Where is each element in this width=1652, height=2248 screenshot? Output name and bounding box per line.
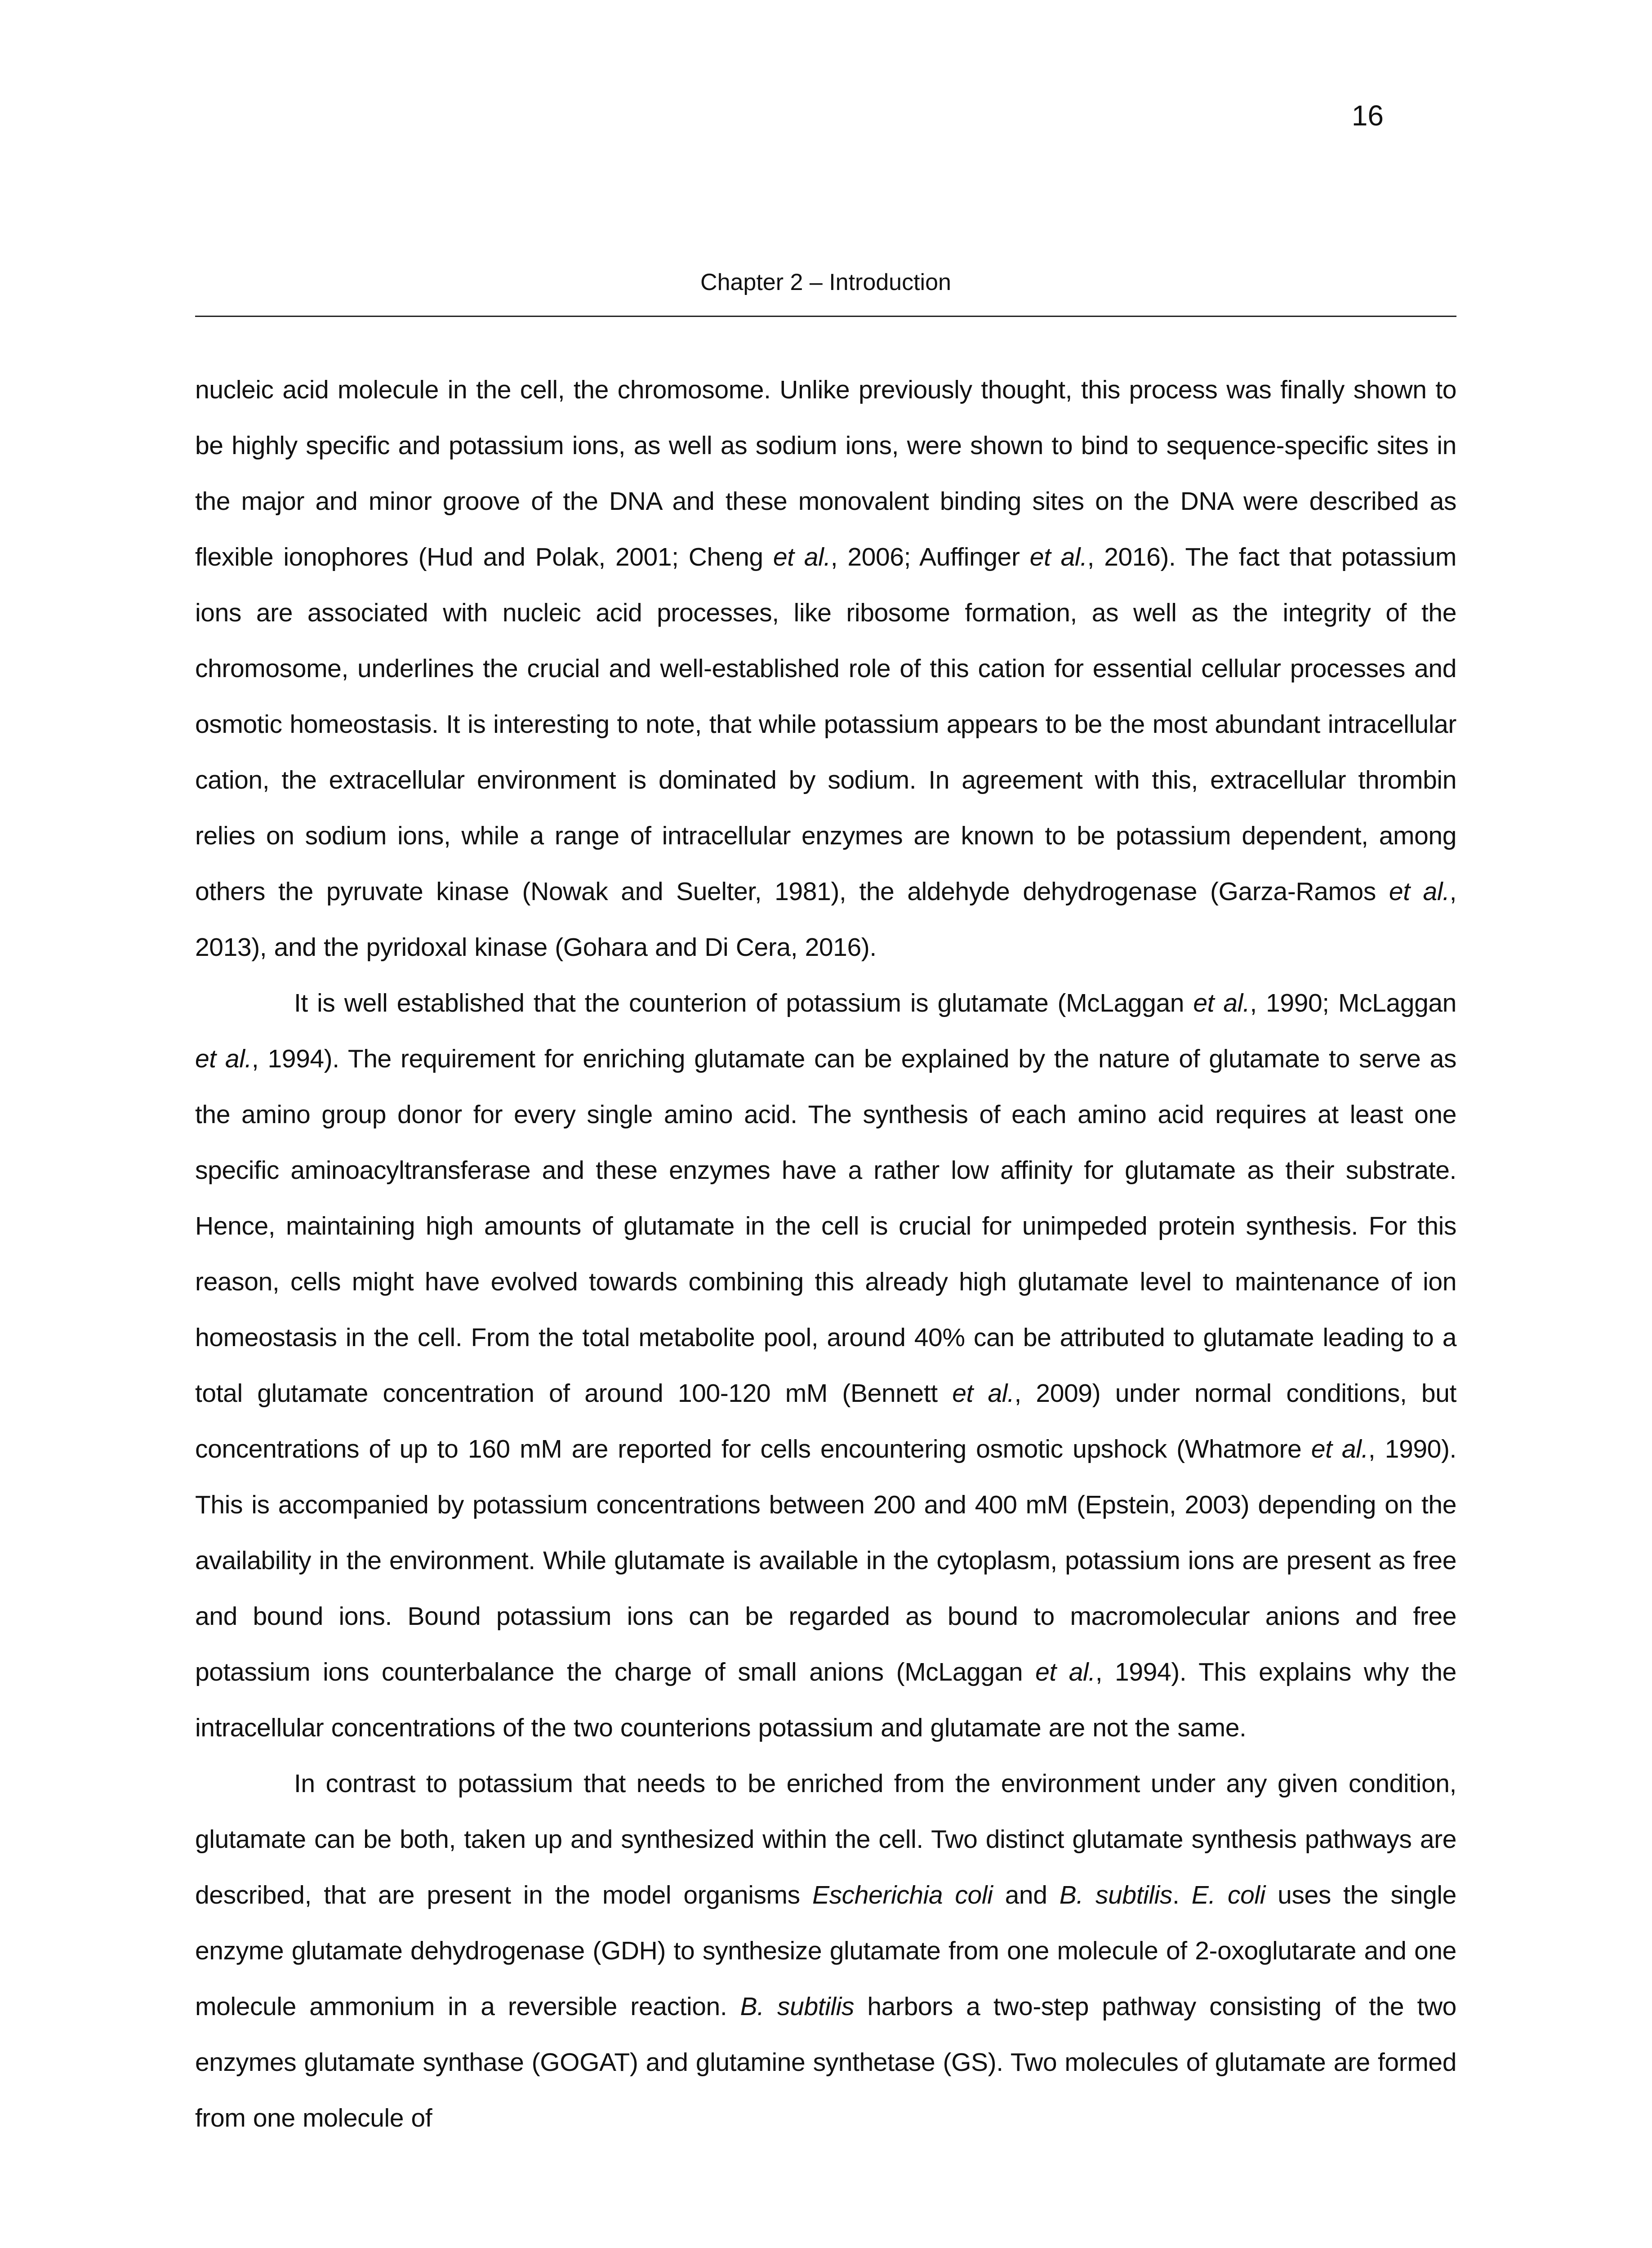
text-segment: , 2006; Auffinger <box>830 543 1030 571</box>
text-segment: harbors a two-step pathway consisting of the two enzymes glutamate synthase (GOGAT) and glutamine synthetase (GS). Two molecules of glutamate are formed from one molecule of <box>195 1992 1456 2132</box>
italic-text: et al. <box>952 1379 1015 1408</box>
italic-text: et al. <box>1035 1658 1095 1686</box>
header-rule <box>195 316 1456 317</box>
text-segment: , 2009) under normal conditions, but concentrations of up to 160 mM are reported for cells encountering osmotic upshock (Whatmore <box>195 1379 1456 1463</box>
italic-text: et al. <box>1193 989 1250 1017</box>
text-segment: It is well established that the counterion of potassium is glutamate (McLaggan <box>294 989 1193 1017</box>
text-segment: nucleic acid molecule in the cell, the chromosome. Unlike previously thought, this process was finally shown to be highly specific and potassium ions, as well as sodium ions, were shown to bind to sequence-specific sites in the major and minor groove of the DNA and these monovalent binding sites on the DNA were described as flexible ionophores (Hud and Polak, 2001; Cheng <box>195 375 1456 571</box>
body-text <box>195 362 1456 2146</box>
text-segment: , 1990; McLaggan <box>1250 989 1456 1017</box>
italic-text: E. coli <box>1191 1881 1265 1909</box>
text-segment: . <box>1172 1881 1192 1909</box>
italic-text: Escherichia coli <box>812 1881 993 1909</box>
running-header: Chapter 2 – Introduction <box>700 269 951 295</box>
paragraph-2 <box>195 975 1456 1756</box>
italic-text: B. subtilis <box>740 1992 855 2021</box>
italic-text: et al. <box>1029 543 1087 571</box>
text-segment: and <box>993 1881 1060 1909</box>
text-segment: In contrast to potassium that needs to be enriched from the environment under any given condition, glutamate can be both, taken up and synthesized within the cell. Two distinct glutamate synthesis pathways are described, that are present in the model organisms <box>195 1769 1456 1909</box>
text-segment: , 1994). This explains why the intracellular concentrations of the two counterions potassium and glutamate are not the same. <box>195 1658 1456 1742</box>
italic-text: B. subtilis <box>1059 1881 1173 1909</box>
text-segment: , 1994). The requirement for enriching glutamate can be explained by the nature of glutamate to serve as the amino group donor for every single amino acid. The synthesis of each amino acid requires at least one specific aminoacyltransferase and these enzymes have a rather low affinity for glutamate as their substrate. Hence, maintaining high amounts of glutamate in the cell is crucial for unimpeded protein synthesis. For this reason, cells might have evolved towards combining this already high glutamate level to maintenance of ion homeostasis in the cell. From the total metabolite pool, around 40% can be attributed to glutamate leading to a total glutamate concentration of around 100-120 mM (Bennett <box>195 1044 1456 1408</box>
paragraph-3 <box>195 1756 1456 2146</box>
text-segment: uses the single enzyme glutamate dehydrogenase (GDH) to synthesize glutamate from one molecule of 2-oxoglutarate and one molecule ammonium in a reversible reaction. <box>195 1881 1456 2021</box>
page-number: 16 <box>1351 99 1384 132</box>
italic-text: et al. <box>773 543 831 571</box>
text-segment: , 1990). This is accompanied by potassium concentrations between 200 and 400 mM (Epstein, 2003) depending on the availability in the environment. While glutamate is available in the cytoplasm, potassium ions are present as free and bound ions. Bound potassium ions can be regarded as bound to macromolecular anions and free potassium ions counterbalance the charge of small anions (McLaggan <box>195 1435 1456 1686</box>
italic-text: et al. <box>1389 877 1450 906</box>
italic-text: et al. <box>195 1044 252 1073</box>
text-segment: , 2013), and the pyridoxal kinase (Gohara and Di Cera, 2016). <box>195 877 1456 962</box>
text-segment: , 2016). The fact that potassium ions are associated with nucleic acid processes, like ribosome formation, as well as the integrity of the chromosome, underlines the crucial and well-established role of this cation for essential cellular processes and osmotic homeostasis. It is interesting to note, that while potassium appears to be the most abundant intracellular cation, the extracellular environment is dominated by sodium. In agreement with this, extracellular thrombin relies on sodium ions, while a range of intracellular enzymes are known to be potassium dependent, among others the pyruvate kinase (Nowak and Suelter, 1981), the aldehyde dehydrogenase (Garza-Ramos <box>195 543 1456 906</box>
paragraph-1 <box>195 362 1456 975</box>
italic-text: et al. <box>1311 1435 1368 1463</box>
